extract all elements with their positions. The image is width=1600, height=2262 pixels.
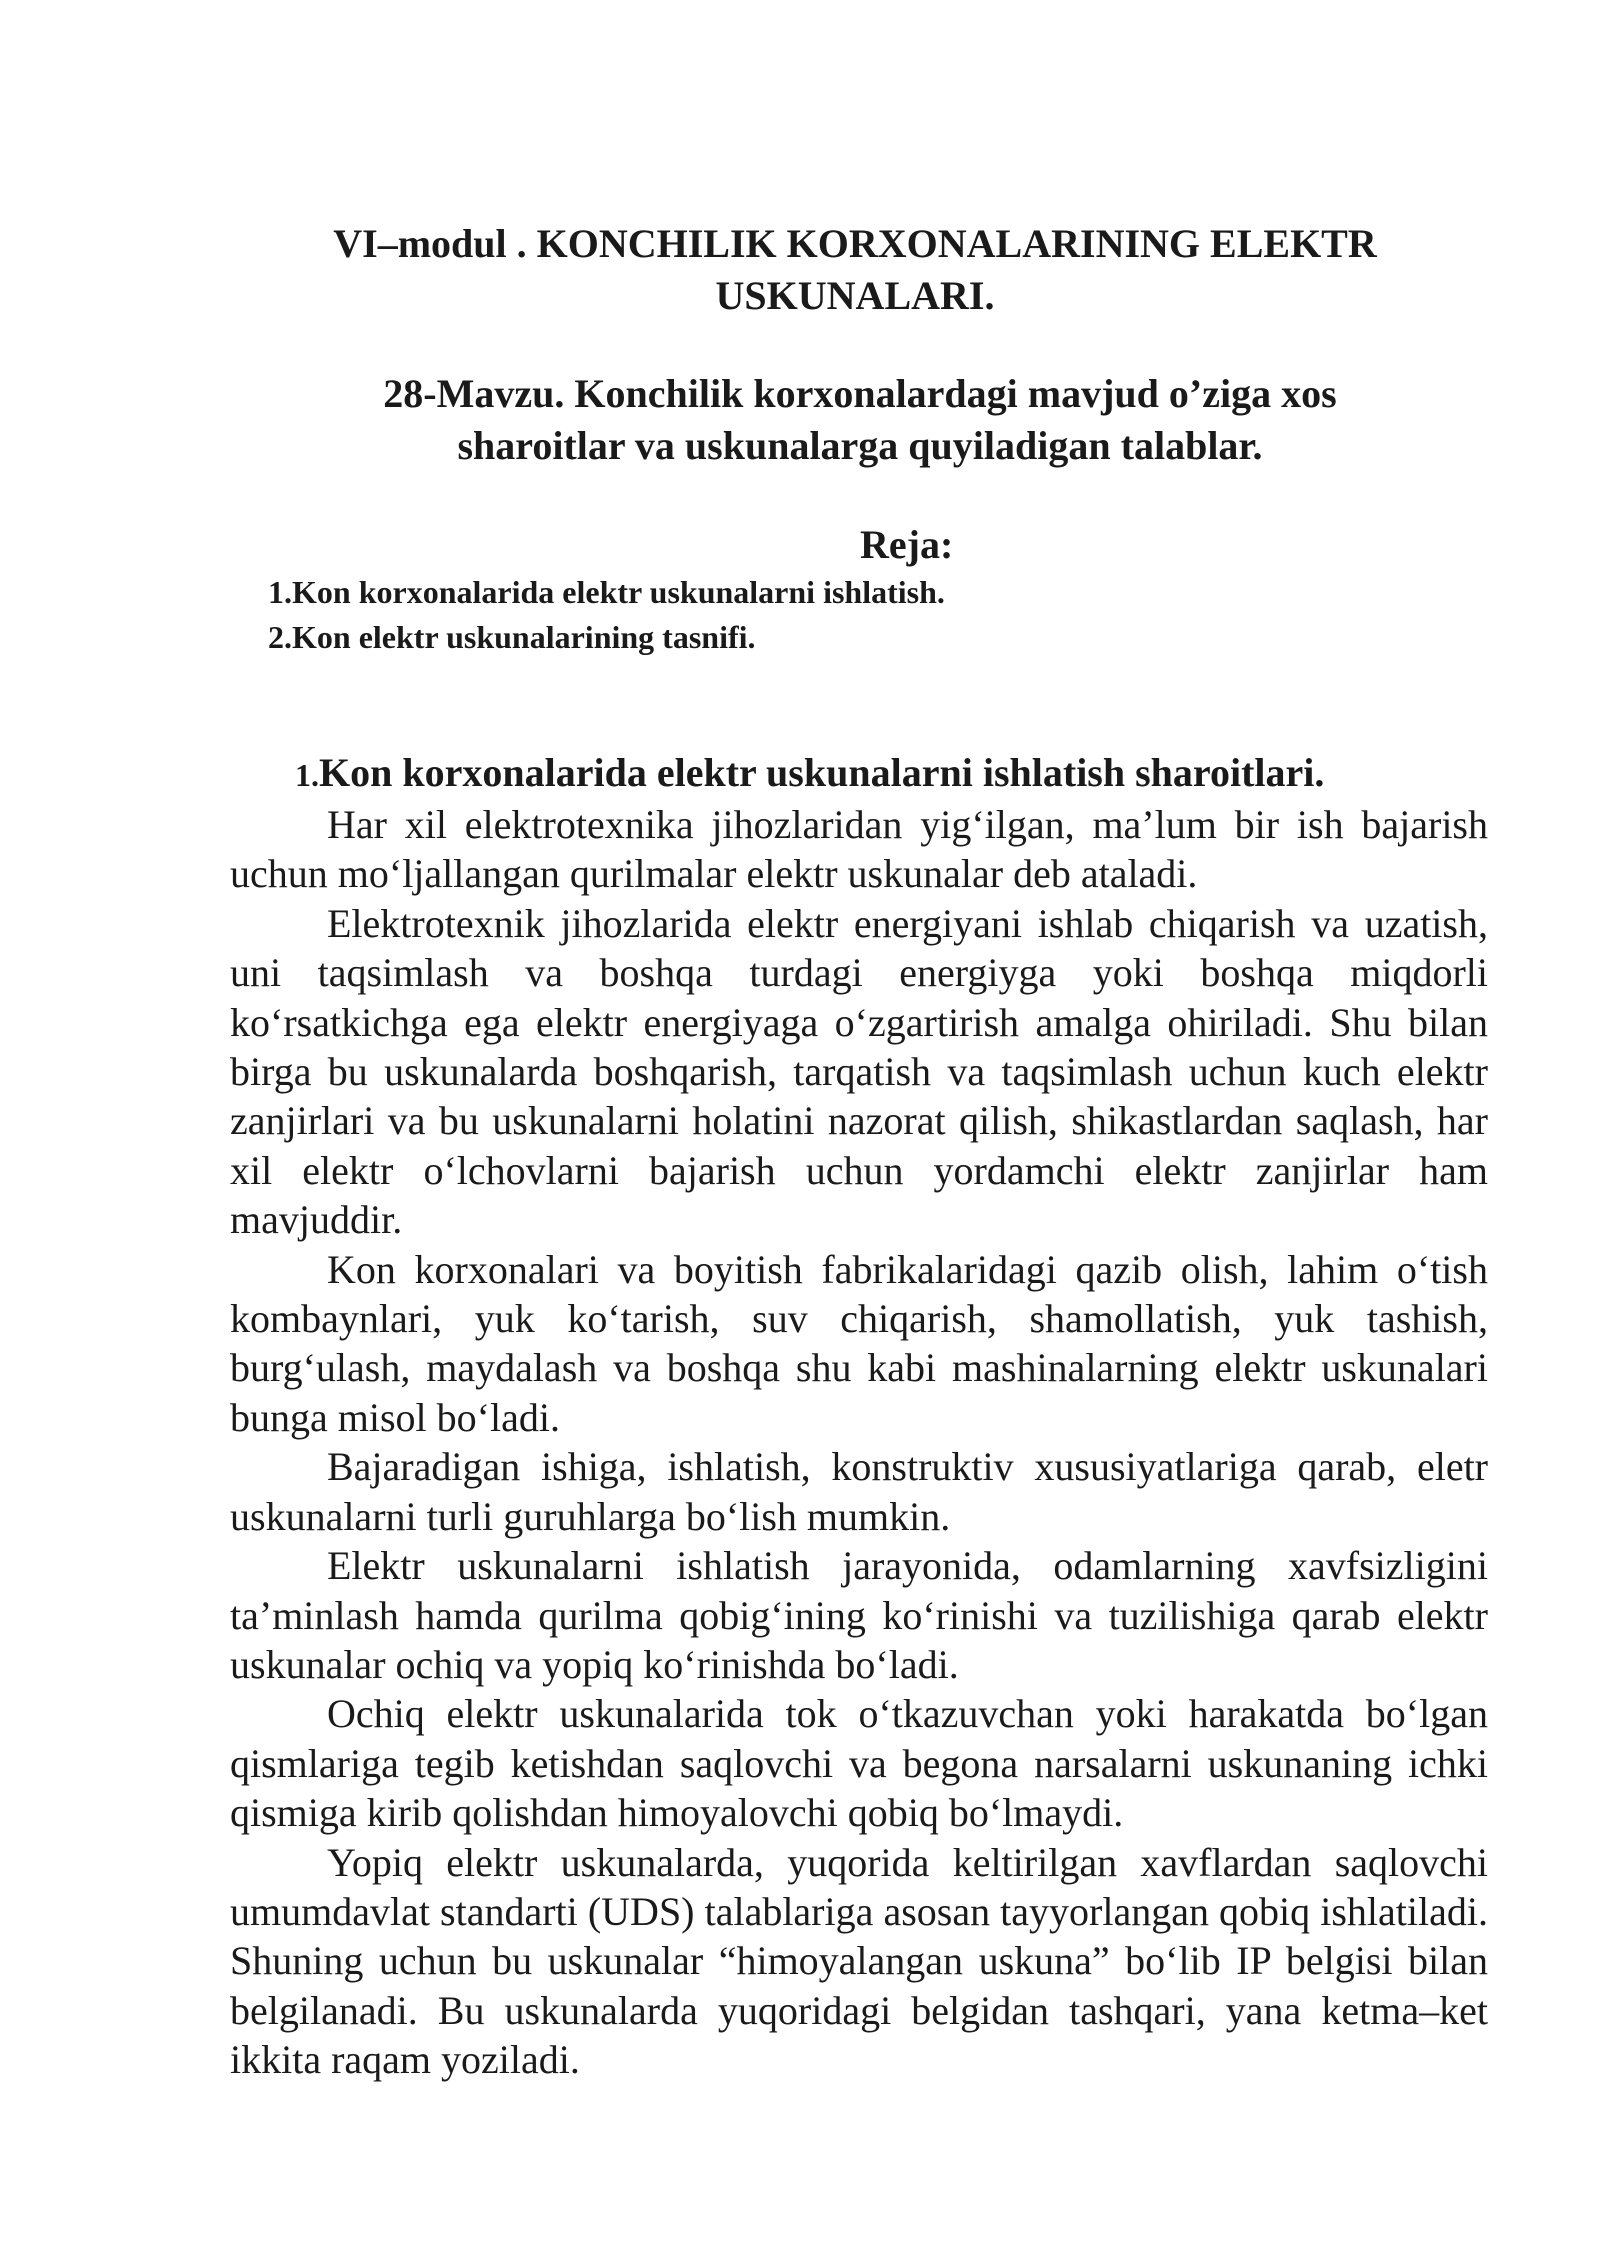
paragraph: Bajaradigan ishiga, ishlatish, konstruktiv xususiyatlariga qarab, eletr uskunalarni turli guruhlarga bo‘lish mumkin. — [230, 1444, 1488, 1539]
paragraph: Kon korxonalari va boyitish fabrikalaridagi qazib olish, lahim o‘tish kombaynlari, yuk ko‘tarish, suv chiqarish, shamollatish, yuk tashish, burg‘ulash, maydalash va boshqa shu kabi mashinalarning elektr uskunalari bunga misol bo‘ladi. — [230, 1246, 1488, 1440]
section-heading-text: Kon korxonalarida elektr uskunalarni ishlatish sharoitlari. — [319, 750, 1325, 795]
paragraph: Yopiq elektr uskunalarda, yuqorida keltirilgan xavflardan saqlovchi umumdavlat standarti (UDS) talablariga asosan tayyorlangan qobiq ishlatiladi. Shuning uchun bu uskunalar “himoyalangan uskuna” bo‘lib IP belgisi bilan belgilanadi. Bu uskunalarda yuqoridagi belgidan tashqari, yana ketma–ket ikkita raqam yoziladi. — [230, 1839, 1488, 2083]
module-title-line-1: VI–modul . KONCHILIK KORXONALARINING ELEKTR — [333, 221, 1377, 266]
module-title-line-2: USKUNALARI. — [715, 273, 995, 318]
topic-title-line-2: sharoitlar va uskunalarga quyiladigan talablar. — [457, 423, 1263, 468]
topic-title-line-1: 28-Mavzu. Konchilik korxonalardagi mavjud o’ziga xos — [383, 371, 1337, 416]
paragraph: Har xil elektrotexnika jihozlaridan yig‘ilgan, ma’lum bir ish bajarish uchun mo‘ljallangan qurilmalar elektr uskunalar deb ataladi. — [230, 802, 1488, 897]
plan-list — [268, 570, 945, 660]
paragraph: Elektrotexnik jihozlarida elektr energiyani ishlab chiqarish va uzatish, uni taqsimlash va boshqa turdagi energiyga yoki boshqa miqdorli ko‘rsatkichga ega elektr energiyaga o‘zgartirish amalga ohiriladi. Shu bilan birga bu uskunalarda boshqarish, tarqatish va taqsimlash uchun kuch elektr zanjirlari va bu uskunalarni holatini nazorat qilish, shikastlardan saqlash, har xil elektr o‘lchovlarni bajarish uchun yordamchi elektr zanjirlar ham mavjuddir. — [230, 900, 1488, 1243]
paragraph: Ochiq elektr uskunalarida tok o‘tkazuvchan yoki harakatda bo‘lgan qismlariga tegib ketishdan saqlovchi va begona narsalarni uskunaning ichki qismiga kirib qolishdan himoyalovchi qobiq bo‘lmaydi. — [230, 1691, 1488, 1836]
plan-item: 1.Kon korxonalarida elektr uskunalarni ishlatish. — [268, 574, 945, 610]
body-text — [230, 800, 1488, 2085]
module-title — [260, 218, 1450, 322]
section-number: 1. — [295, 757, 319, 793]
paragraph: Elektr uskunalarni ishlatish jarayonida, odamlarning xavfsizligini ta’minlash hamda qurilma qobig‘ining ko‘rinishi va tuzilishiga qarab elektr uskunalar ochiq va yopiq ko‘rinishda bo‘ladi. — [230, 1543, 1488, 1687]
plan-item: 2.Kon elektr uskunalarining tasnifi. — [268, 619, 756, 655]
section-heading — [295, 748, 1324, 800]
topic-title — [330, 368, 1390, 472]
plan-heading: Reja: — [860, 522, 954, 567]
